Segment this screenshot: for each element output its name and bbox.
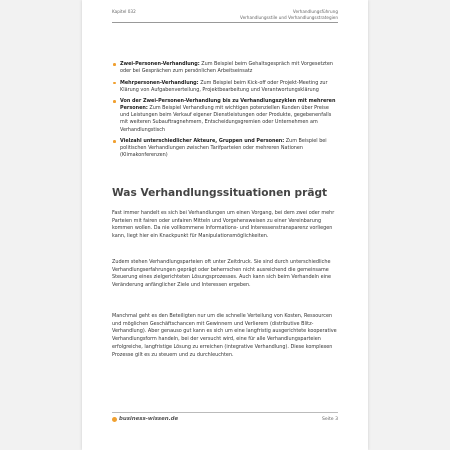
bullet-icon [113, 100, 116, 103]
document-page [82, 0, 368, 450]
header-topic-subtitle: Verhandlungsstile und Verhandlungsstrategien [240, 14, 338, 20]
header-topic [240, 9, 338, 20]
list-item-text: Zum Beispiel beim Gehaltsgespräch mit Vorgesetzten oder bei Gesprächen zum persönlichen Arbeitseinsatz [120, 61, 333, 75]
list-item [112, 80, 338, 94]
list-item-term: Vielzahl unterschiedlicher Akteure, Gruppen und Personen: [120, 138, 285, 145]
logo-icon [112, 417, 117, 422]
paragraph: Fast immer handelt es sich bei Verhandlungen um einen Vorgang, bei dem zwei oder mehr Parteien mit fairen oder unfairen Mitteln und Vorgehensweisen zu einer Vereinbarung kommen wollen. Da nie vollkommene Informations- und Interessenstransparenz vorliegen kann, liegt hier ein Knackpunkt für Manipulationsmöglichkeiten. [112, 210, 335, 240]
chapter-label: Kapitel 032 [112, 9, 136, 14]
list-item-term: Von der Zwei-Personen-Verhandlung bis zu Verhandlungszyklen mit mehreren Personen: [120, 98, 336, 112]
paragraph: Manchmal geht es den Beteiligten nur um die schnelle Verteilung von Kosten, Ressourcen und möglichen Geschäftschancen mit Gewinnern und Verlierern (distributive Blitz-Verhandlung). Aber genauso gut kann es sich um eine langfristig ausgerichtete kooperative Verhandlungsform handeln, bei der versucht wird, eine für alle Verhandlungsparteien erfolgreiche, langfristige Lösung zu erreichen (integrative Verhandlung). Diese komplexen Prozesse gilt es zu steuern und zu durchleuchten. [112, 313, 337, 358]
list-item [112, 61, 338, 75]
list-item-term: Zwei-Personen-Verhandlung: [120, 61, 200, 67]
bullet-icon [113, 63, 116, 66]
list-item-text: Zum Beispiel Verhandlung mit wichtigen potenziellen Kunden über Preise und Leistungen beim Verkauf eigener Dienstleistungen oder Produkte, gegebenenfalls mit weiteren Subauftragnehmern, Entscheidungsgremien oder Unternehmen am Verhandlungstisch [120, 105, 332, 133]
list-item [112, 138, 338, 159]
bullet-icon [113, 82, 116, 85]
paragraph: Zudem stehen Verhandlungsparteien oft unter Zeitdruck. Sie sind durch unterschiedliche Verhandlungserfahrungen geprägt oder beherrschen nicht ausreichend die gemeinsame Steuerung eines zielgerichteten Lösungsprozesses. Auch kann sich beim Verhandeln eine Veränderung anfänglicher Ziele und Interessen ergeben. [112, 259, 332, 289]
footer-divider [112, 412, 338, 413]
header-topic-title: Verhandlungsführung [292, 9, 338, 14]
negotiation-types-list [112, 61, 338, 164]
brand-logo-text: business-wissen.de [119, 416, 179, 422]
section-heading: Was Verhandlungssituationen prägt [112, 187, 328, 199]
header-divider [112, 22, 338, 23]
brand-logo[interactable] [112, 416, 178, 422]
list-item-text: Zum Beispiel beim Kick-off oder Projekt-Meeting zur Klärung von Aufgabenverteilung, Projektbearbeitung und Verantwortungsklärung [120, 79, 328, 93]
page-number: Seite 3 [321, 417, 338, 422]
list-item [112, 98, 338, 133]
list-item-text: Zum Beispiel bei politischen Verhandlungen zwischen Tarifparteien oder mehreren Nationen (Klimakonferenzen) [120, 138, 327, 159]
list-item-term: Mehrpersonen-Verhandlung: [120, 79, 199, 86]
bullet-icon [113, 140, 116, 143]
